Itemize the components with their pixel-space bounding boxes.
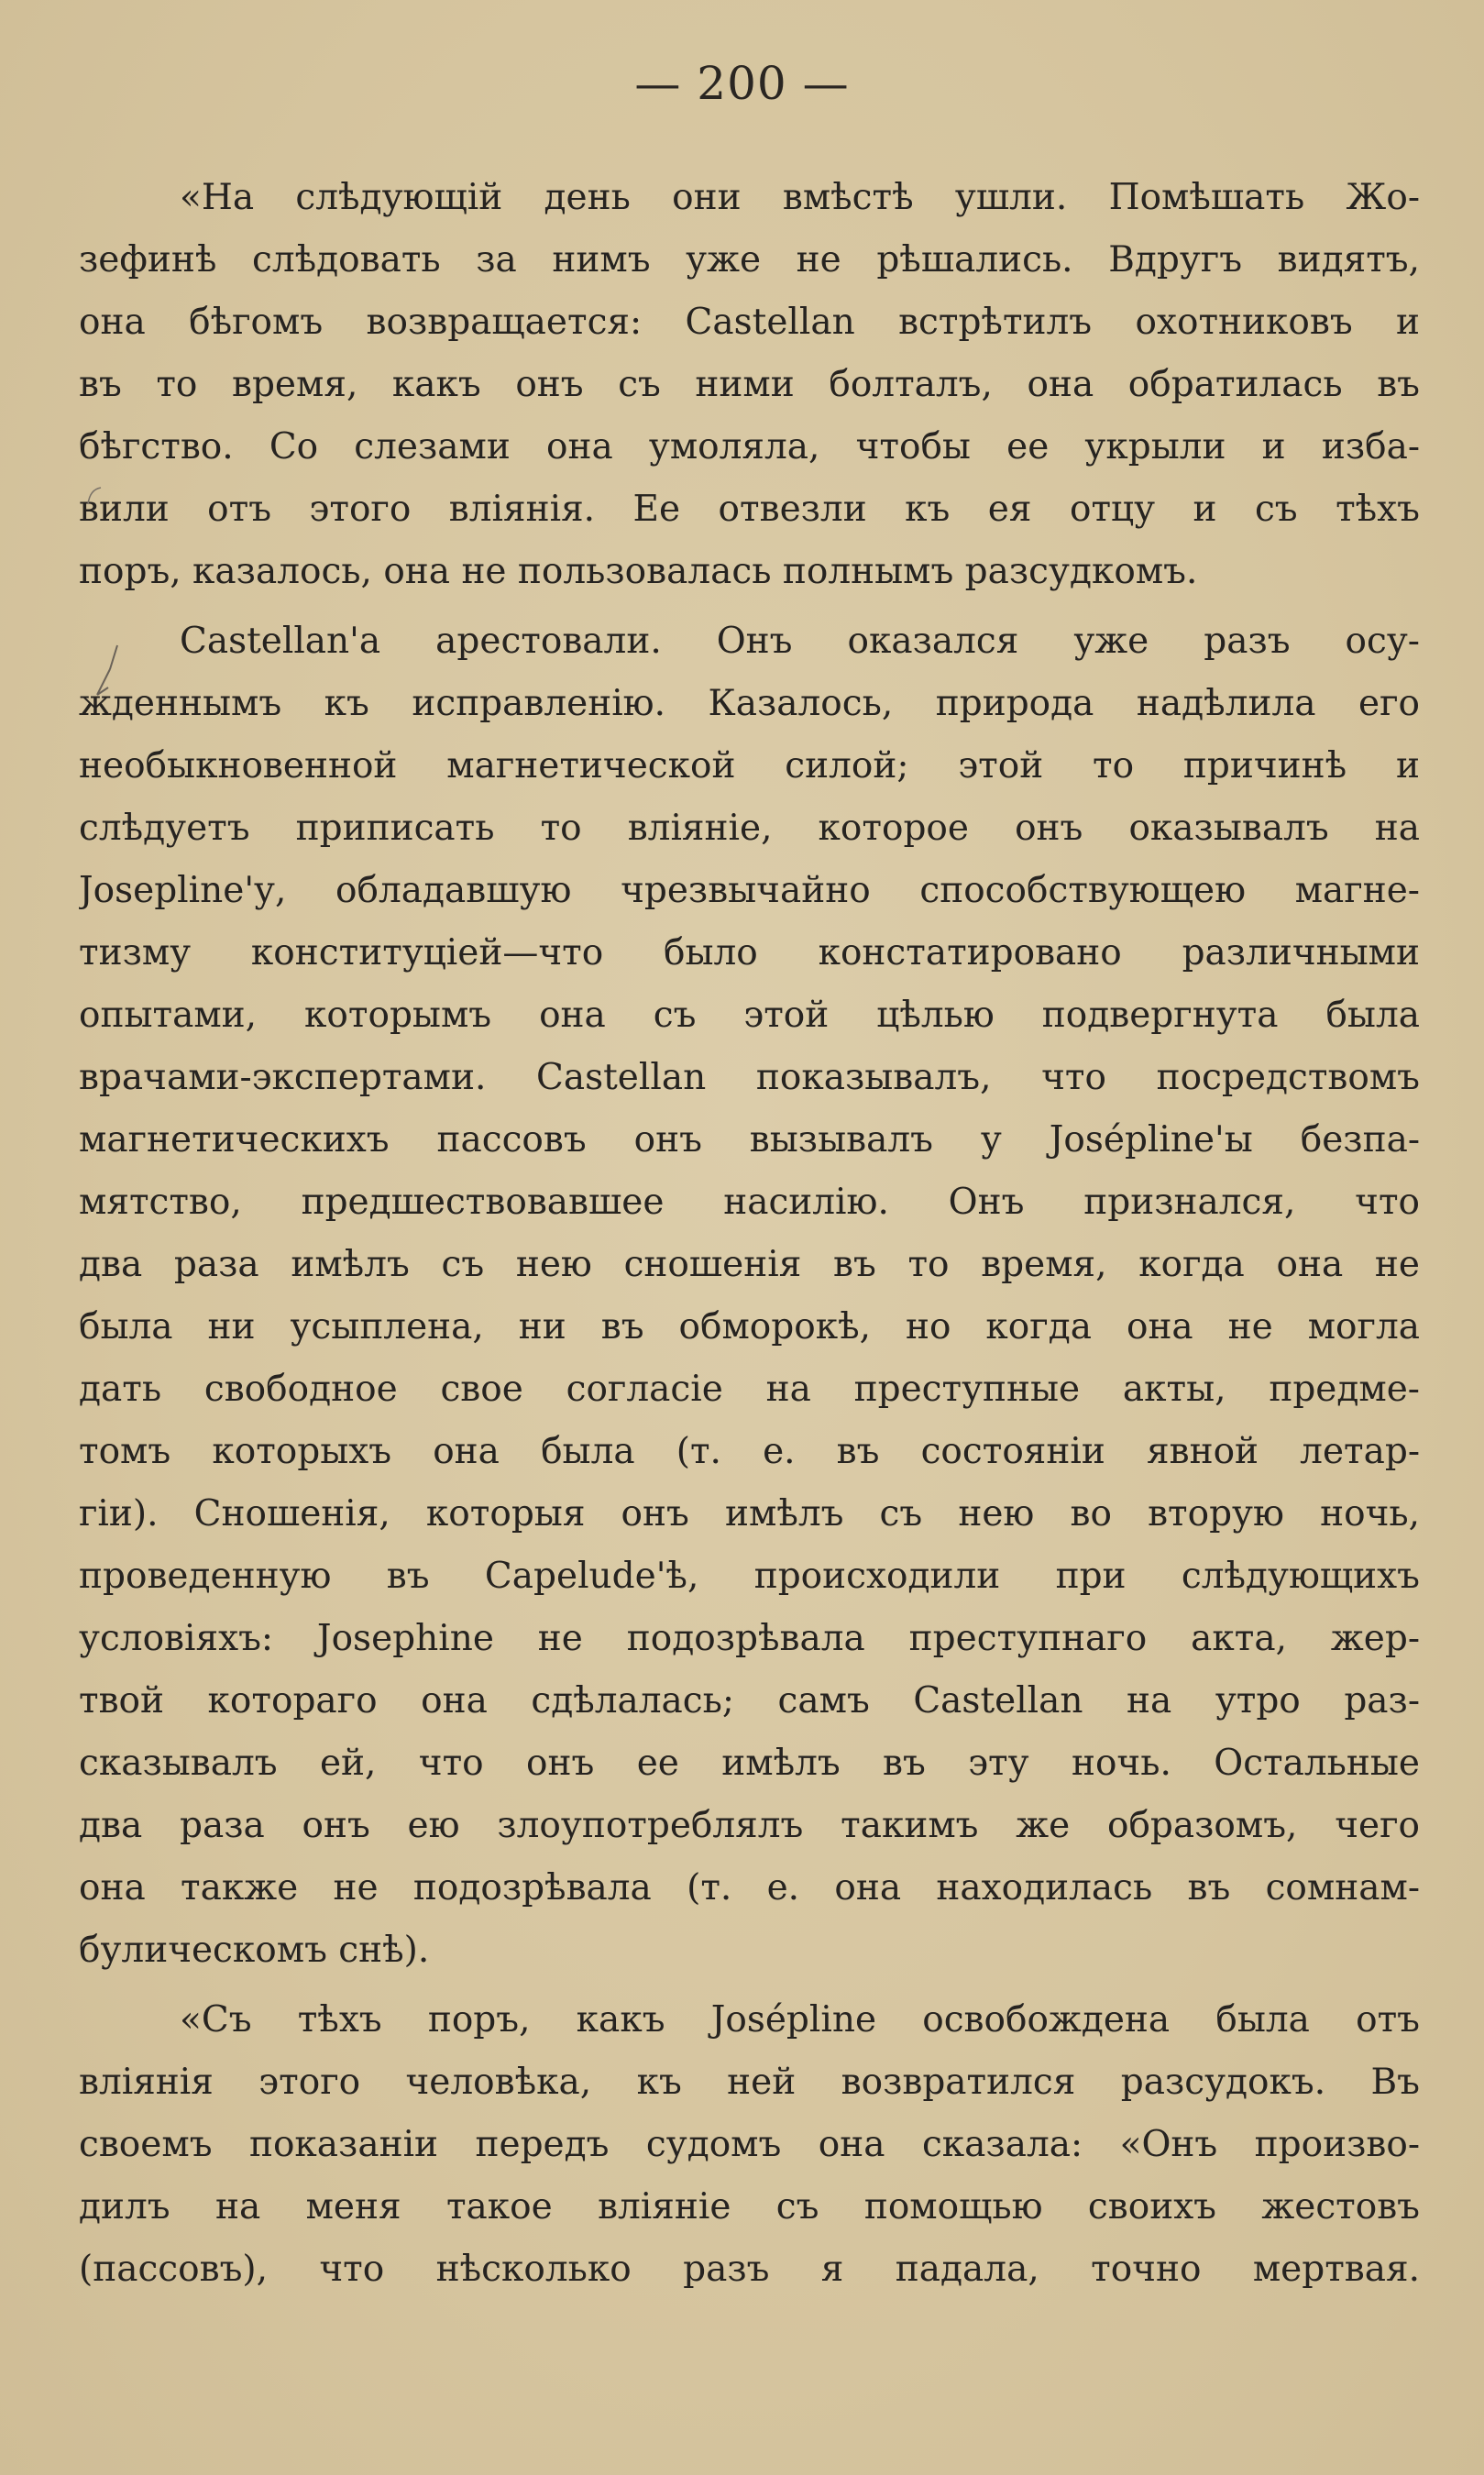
text-line: гіи). Сношенія, которыя онъ имѣлъ съ нею во вторую ночь, bbox=[79, 1493, 1420, 1534]
text-line: своемъ показаніи передъ судомъ она сказала: «Онъ произво- bbox=[79, 2124, 1420, 2165]
text-line: два раза онъ ею злоупотреблялъ такимъ же образомъ, чего bbox=[79, 1805, 1420, 1846]
text-line: вили отъ этого вліянія. Ее отвезли къ ея отцу и съ тѣхъ bbox=[79, 489, 1420, 530]
pencil-hook-mark-icon bbox=[81, 477, 108, 513]
text-line: бѣгство. Со слезами она умоляла, чтобы ее укрыли и изба- bbox=[79, 426, 1420, 468]
text-line: Josepline'у, обладавшую чрезвычайно способствующею магне- bbox=[79, 870, 1420, 911]
text-line: сказывалъ ей, что онъ ее имѣлъ въ эту ночь. Остальные bbox=[79, 1743, 1420, 1784]
text-line: опытами, которымъ она съ этой цѣлью подвергнута была bbox=[79, 995, 1420, 1036]
text-line: условіяхъ: Josephine не подозрѣвала преступнаго акта, жер- bbox=[79, 1618, 1420, 1659]
text-line: врачами-экспертами. Castellan показывалъ, что посредствомъ bbox=[79, 1057, 1420, 1098]
text-line: Castellan'а арестовали. Онъ оказался уже разъ осу- bbox=[180, 621, 1420, 662]
text-line: тизму конституціей—что было констатировано различными bbox=[79, 932, 1420, 974]
text-line: дилъ на меня такое вліяніе съ помощью своихъ жестовъ bbox=[79, 2186, 1420, 2228]
text-line: необыкновенной магнетической силой; этой то причинѣ и bbox=[79, 745, 1420, 786]
text-line: она также не подозрѣвала (т. е. она находилась въ сомнам- bbox=[79, 1867, 1420, 1908]
paragraph-1 bbox=[79, 167, 1420, 603]
paragraph-3 bbox=[79, 1989, 1420, 2301]
text-line: проведенную въ Capelude'ѣ, происходили при слѣдующихъ bbox=[79, 1556, 1420, 1597]
text-line: она бѣгомъ возвращается: Castellan встрѣтилъ охотниковъ и bbox=[79, 302, 1420, 343]
paragraph-2 bbox=[79, 610, 1420, 1982]
text-line: дать свободное свое согласіе на преступные акты, предме- bbox=[79, 1369, 1420, 1410]
text-line: «На слѣдующій день они вмѣстѣ ушли. Помѣшать Жо- bbox=[180, 177, 1420, 218]
text-line: магнетическихъ пассовъ онъ вызывалъ у Josépline'ы безпа- bbox=[79, 1119, 1420, 1160]
text-line: булическомъ снѣ). bbox=[79, 1930, 430, 1971]
text-line: томъ которыхъ она была (т. е. въ состояніи явной летар- bbox=[79, 1431, 1420, 1472]
text-line: мятство, предшествовавшее насилію. Онъ признался, что bbox=[79, 1182, 1420, 1223]
text-line: два раза имѣлъ съ нею сношенія въ то время, когда она не bbox=[79, 1244, 1420, 1285]
text-line: «Съ тѣхъ поръ, какъ Josépline освобождена была отъ bbox=[180, 1999, 1420, 2040]
body-text bbox=[79, 167, 1420, 2301]
text-line: вліянія этого человѣка, къ ней возвратился разсудокъ. Въ bbox=[79, 2062, 1420, 2103]
text-line: слѣдуетъ приписать то вліяніе, которое онъ оказывалъ на bbox=[79, 808, 1420, 849]
text-line: въ то время, какъ онъ съ ними болталъ, она обратилась въ bbox=[79, 364, 1420, 405]
text-line: (пассовъ), что нѣсколько разъ я падала, точно мертвая. bbox=[79, 2249, 1420, 2290]
text-line: зефинѣ слѣдовать за нимъ уже не рѣшались. Вдругъ видятъ, bbox=[79, 239, 1420, 280]
pencil-check-mark-icon bbox=[92, 642, 128, 706]
text-line: поръ, казалось, она не пользовалась полнымъ разсудкомъ. bbox=[79, 551, 1198, 592]
text-line: твой котораго она сдѣлалась; самъ Castellan на утро раз- bbox=[79, 1680, 1420, 1722]
text-line: была ни усыплена, ни въ обморокѣ, но когда она не могла bbox=[79, 1306, 1420, 1348]
page-number: — 200 — bbox=[634, 57, 850, 110]
text-line: жденнымъ къ исправленію. Казалось, природа надѣлила его bbox=[79, 683, 1420, 724]
